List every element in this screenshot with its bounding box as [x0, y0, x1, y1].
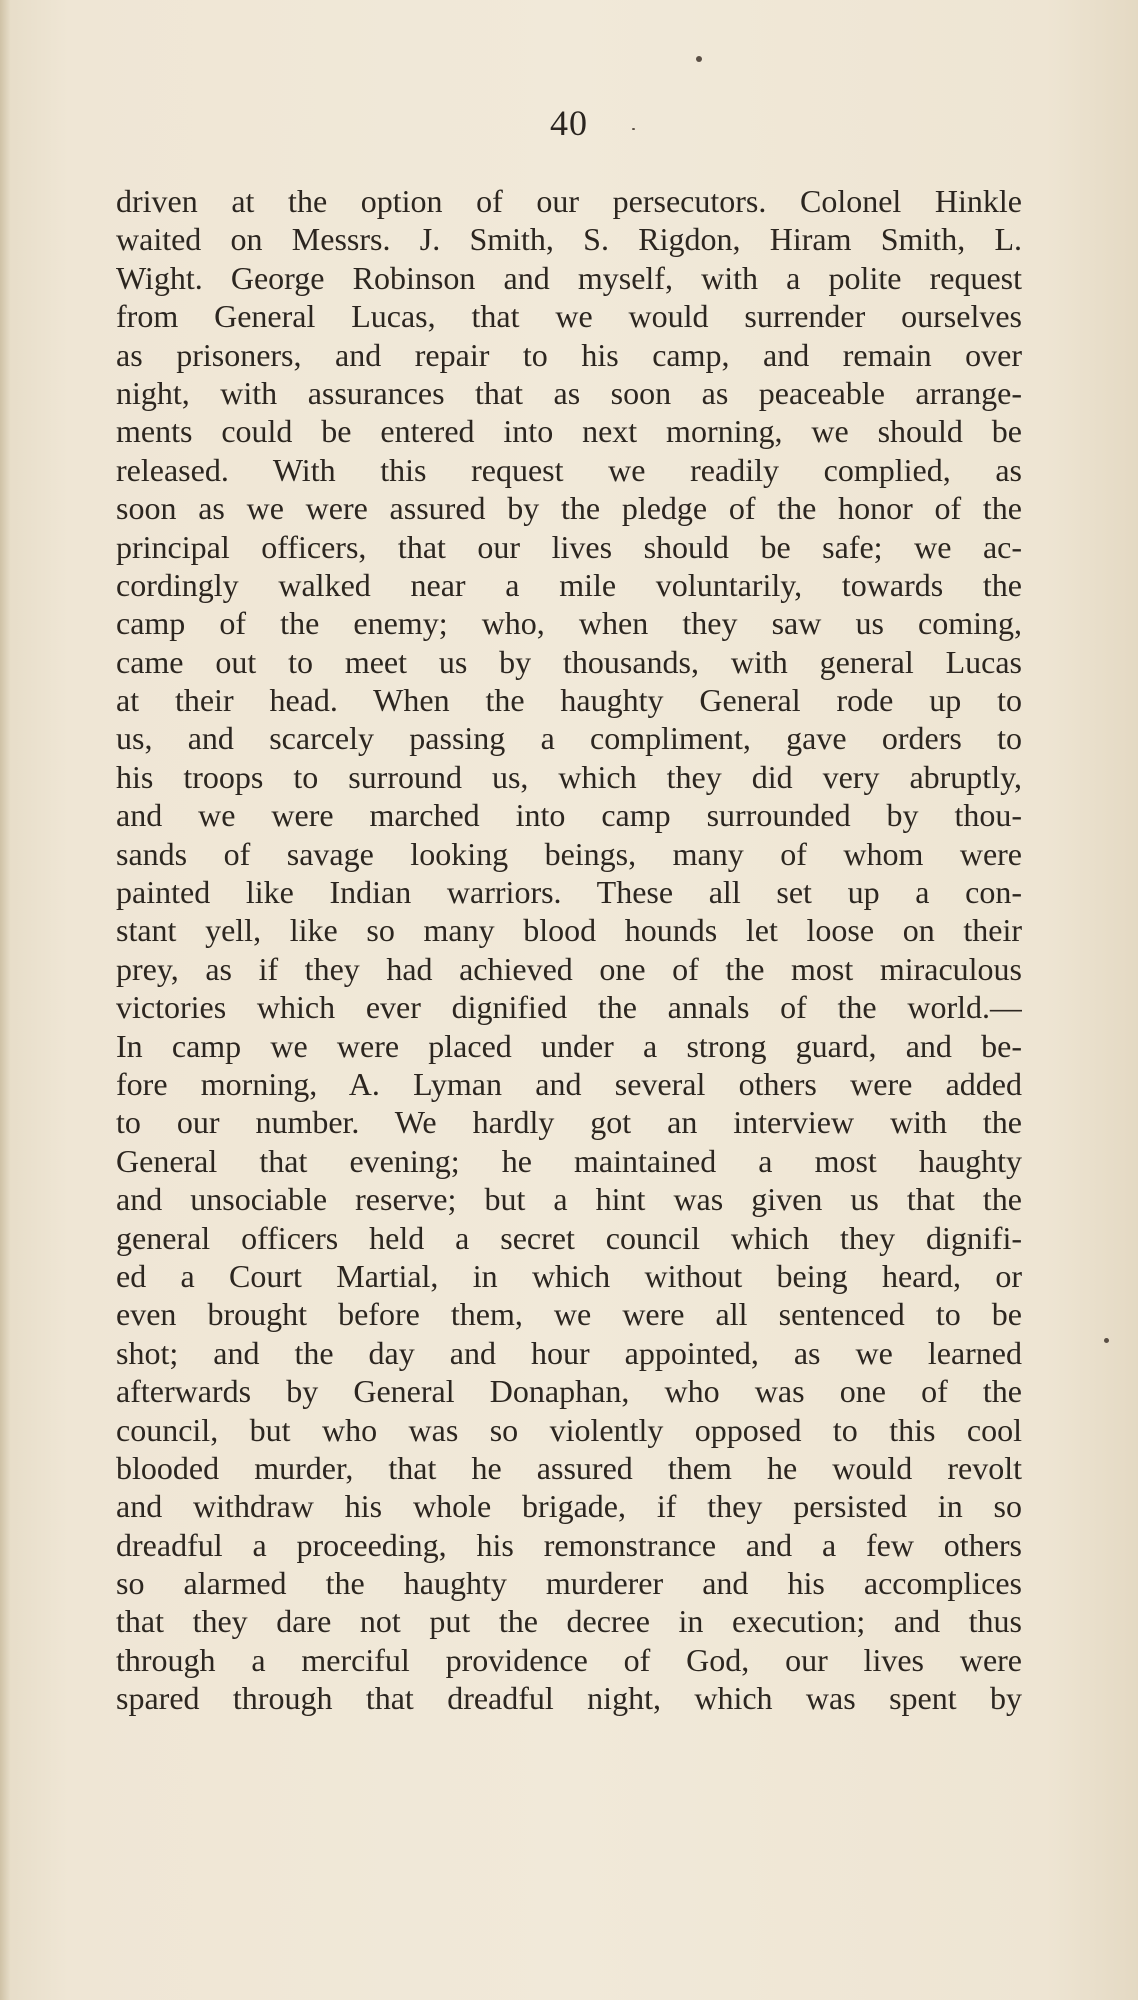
text-line: us, and scarcely passing a compliment, gave orders to — [116, 720, 1022, 757]
text-line: council, but who was so violently opposed to this cool — [116, 1411, 1022, 1448]
text-line: to our number. We hardly got an interview with the — [116, 1104, 1022, 1141]
text-line: night, with assurances that as soon as peaceable arrange- — [116, 374, 1022, 411]
text-line: waited on Messrs. J. Smith, S. Rigdon, Hiram Smith, L. — [116, 221, 1022, 258]
text-line: came out to meet us by thousands, with general Lucas — [116, 643, 1022, 680]
text-line: dreadful a proceeding, his remonstrance and a few others — [116, 1526, 1022, 1563]
text-line: fore morning, A. Lyman and several others were added — [116, 1065, 1022, 1102]
text-line: ed a Court Martial, in which without being heard, or — [116, 1257, 1022, 1294]
text-line: spared through that dreadful night, which was spent by — [116, 1680, 1022, 1717]
text-line: that they dare not put the decree in execution; and thus — [116, 1603, 1022, 1640]
text-line: through a merciful providence of God, our lives were — [116, 1641, 1022, 1678]
text-line: sands of savage looking beings, many of whom were — [116, 835, 1022, 872]
paper-speck — [696, 56, 702, 62]
page-binding-edge — [0, 0, 10, 2000]
text-line: released. With this request we readily complied, as — [116, 451, 1022, 488]
text-line: from General Lucas, that we would surrender ourselves — [116, 298, 1022, 335]
text-line: and unsociable reserve; but a hint was given us that the — [116, 1181, 1022, 1218]
text-line: principal officers, that our lives should be safe; we ac- — [116, 528, 1022, 565]
text-line: painted like Indian warriors. These all set up a con- — [116, 874, 1022, 911]
text-line: as prisoners, and repair to his camp, and remain over — [116, 336, 1022, 373]
text-line: General that evening; he maintained a most haughty — [116, 1142, 1022, 1179]
text-line: and we were marched into camp surrounded by thou- — [116, 797, 1022, 834]
text-line: shot; and the day and hour appointed, as we learned — [116, 1334, 1022, 1371]
text-line: prey, as if they had achieved one of the most miraculous — [116, 950, 1022, 987]
text-line: even brought before them, we were all sentenced to be — [116, 1296, 1022, 1333]
text-line: blooded murder, that he assured them he would revolt — [116, 1449, 1022, 1486]
text-line: driven at the option of our persecutors. Colonel Hinkle — [116, 183, 1022, 219]
text-line: victories which ever dignified the annals of the world.— — [116, 989, 1022, 1026]
text-line: camp of the enemy; who, when they saw us coming, — [116, 605, 1022, 642]
body-text — [116, 182, 1022, 1718]
text-line: at their head. When the haughty General rode up to — [116, 682, 1022, 719]
paper-speck — [1104, 1338, 1109, 1343]
text-line: cordingly walked near a mile voluntarily, towards the — [116, 566, 1022, 603]
text-line: ments could be entered into next morning, we should be — [116, 413, 1022, 450]
page-number: 40 — [550, 103, 588, 143]
text-line: his troops to surround us, which they did very abruptly, — [116, 758, 1022, 795]
text-line: afterwards by General Donaphan, who was one of the — [116, 1373, 1022, 1410]
text-line: so alarmed the haughty murderer and his accomplices — [116, 1565, 1022, 1602]
text-line: and withdraw his whole brigade, if they persisted in so — [116, 1488, 1022, 1525]
text-line: general officers held a secret council which they dignifi- — [116, 1219, 1022, 1256]
text-line: In camp we were placed under a strong guard, and be- — [116, 1027, 1022, 1064]
text-line: Wight. George Robinson and myself, with a polite request — [116, 259, 1022, 296]
text-line: soon as we were assured by the pledge of the honor of the — [116, 490, 1022, 527]
paper-speck — [632, 128, 635, 130]
text-line: stant yell, like so many blood hounds let loose on their — [116, 912, 1022, 949]
